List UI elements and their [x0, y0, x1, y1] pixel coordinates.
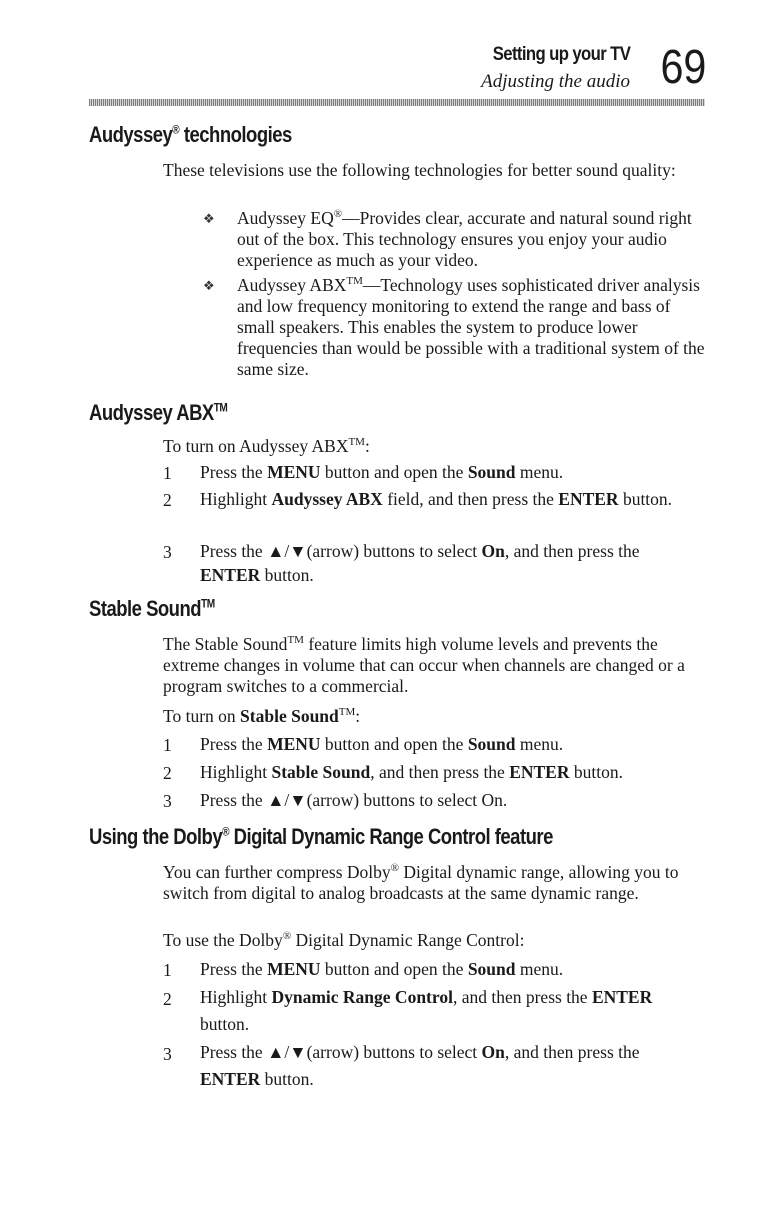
bullet-diamond-icon: ❖	[203, 211, 215, 226]
step-text: Highlight Dynamic Range Control, and then press the ENTER button.	[200, 987, 653, 1034]
step-text: Highlight Audyssey ABX field, and then press the ENTER button.	[200, 489, 673, 509]
step-number: 2	[163, 763, 172, 783]
running-header-section: Setting up your TV	[492, 44, 630, 65]
bullet-text: Audyssey ABX™—Technology uses sophisticated driver analysis and low frequency monitoring to extend the range and bass of small speakers. This enables the system to produce lower frequencies than would be possible with a traditional system of the same size.	[237, 275, 705, 379]
step-number: 3	[163, 1044, 172, 1064]
step-number: 1	[163, 463, 172, 483]
paragraph-stable-sound: The Stable Sound™ feature limits high volume levels and prevents the extreme changes in volume that can occur when channels are changed or a program switches to a commercial.	[163, 634, 685, 696]
running-header-subsection: Adjusting the audio	[481, 71, 630, 92]
heading-dolby-drc: Using the Dolby® Digital Dynamic Range Control feature	[89, 824, 553, 849]
header-rule	[89, 99, 705, 106]
step-text: Press the ▲/▼(arrow) buttons to select On, and then press the ENTER button.	[200, 1042, 640, 1089]
step-number: 1	[163, 735, 172, 755]
step-number: 3	[163, 542, 172, 562]
step-text: Press the MENU button and open the Sound menu.	[200, 462, 564, 482]
step-number: 2	[163, 989, 172, 1009]
step-text: Highlight Stable Sound, and then press the ENTER button.	[200, 762, 623, 782]
paragraph-turn-on-abx: To turn on Audyssey ABX™:	[163, 436, 370, 456]
bullet-diamond-icon: ❖	[203, 278, 215, 293]
step-text: Press the ▲/▼(arrow) buttons to select On.	[200, 790, 508, 810]
heading-audyssey-technologies: Audyssey® technologies	[89, 122, 292, 147]
step-text: Press the MENU button and open the Sound menu.	[200, 734, 564, 754]
step-number: 3	[163, 791, 172, 811]
step-number: 2	[163, 490, 172, 510]
page-number: 69	[660, 41, 706, 94]
paragraph-use-dolby: To use the Dolby® Digital Dynamic Range Control:	[163, 930, 525, 950]
step-text: Press the ▲/▼(arrow) buttons to select On, and then press the ENTER button.	[200, 541, 640, 585]
heading-stable-sound: Stable Sound™	[89, 596, 215, 621]
bullet-text: Audyssey EQ®—Provides clear, accurate and natural sound right out of the box. This technology ensures you enjoy your audio experience as much as your video.	[237, 208, 692, 270]
paragraph-turn-on-stable: To turn on Stable Sound™:	[163, 706, 361, 726]
heading-audyssey-abx: Audyssey ABX™	[89, 400, 228, 425]
paragraph-dolby-compress: You can further compress Dolby® Digital dynamic range, allowing you to switch from digital to analog broadcasts at the same dynamic range.	[163, 862, 679, 903]
step-text: Press the MENU button and open the Sound menu.	[200, 959, 564, 979]
step-number: 1	[163, 960, 172, 980]
paragraph-intro: These televisions use the following technologies for better sound quality:	[163, 160, 676, 180]
